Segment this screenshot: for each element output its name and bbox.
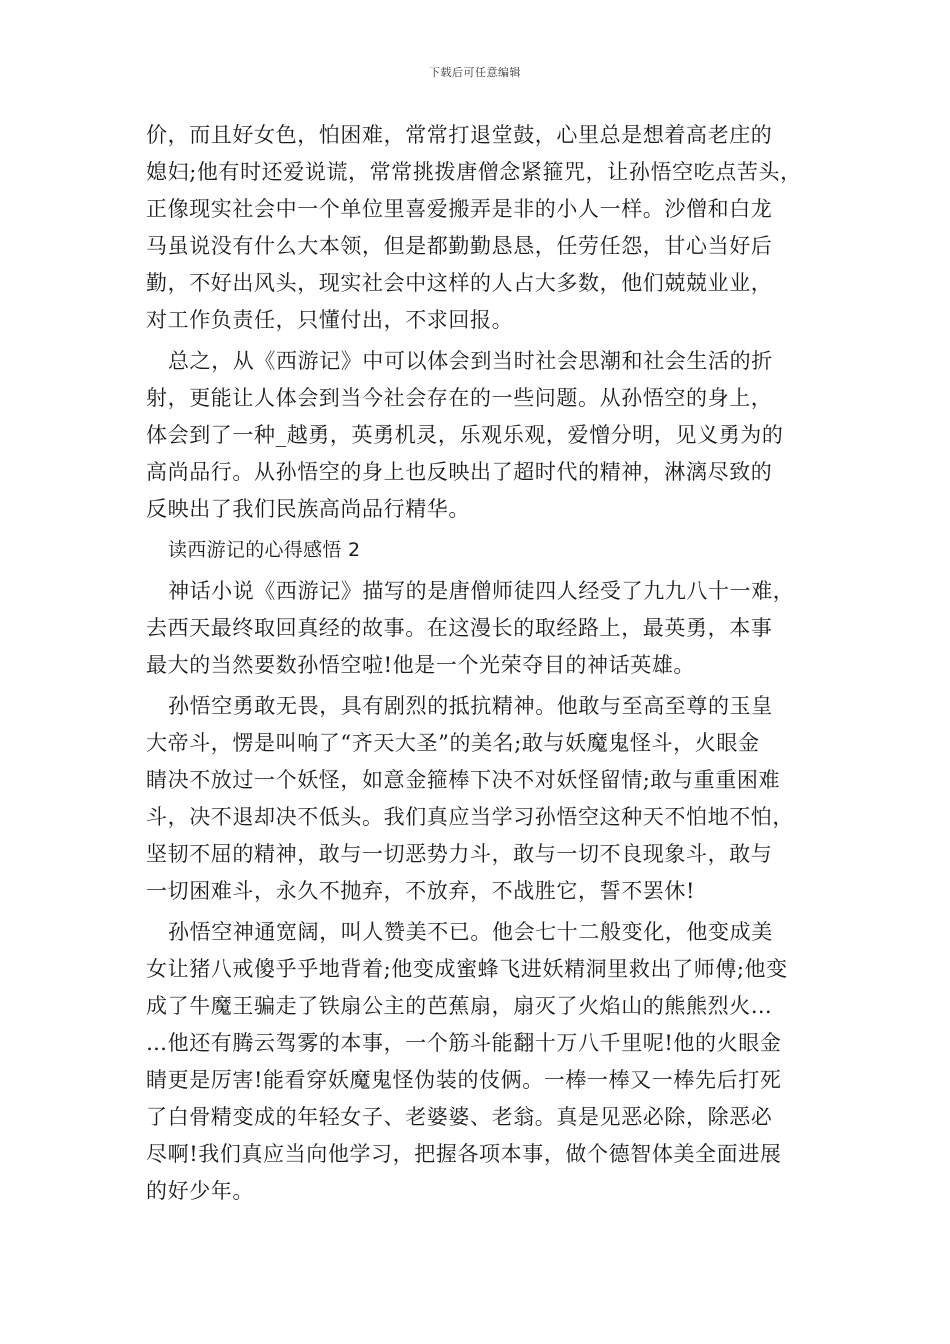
section-heading [146,532,818,569]
text-line: 成了牛魔王骗走了铁扇公主的芭蕉扇，扇灭了火焰山的熊熊烈火… [146,994,773,1018]
text-line: 正像现实社会中一个单位里喜爱搬弄是非的小人一样。沙僧和白龙 [146,197,773,221]
text-line: 对工作负责任，只懂付出，不求回报。 [146,308,514,332]
text-line: 高尚品行。从孙悟空的身上也反映出了超时代的精神，淋漓尽致的 [146,460,773,484]
text-line: 女让猪八戒傻乎乎地背着;他变成蜜蜂飞进妖精洞里救出了师傅;他变 [146,957,788,981]
text-line: 孙悟空神通宽阔，叫人赞美不已。他会七十二般变化，他变成美 [168,920,773,944]
text-line: 反映出了我们民族高尚品行精华。 [146,497,470,521]
paragraph [146,688,818,910]
text-line: 射，更能让人体会到当今社会存在的一些问题。从孙悟空的身上， [146,386,773,410]
text-line: 了白骨精变成的年轻女子、老婆婆、老翁。真是见恶必除，除恶必 [146,1105,773,1129]
text-line: 坚韧不屈的精神，敢与一切恶势力斗，敢与一切不良现象斗，敢与 [146,842,773,866]
text-line: 一切困难斗，永久不抛弃，不放弃，不战胜它，誓不罢休! [146,879,696,903]
text-line: 孙悟空勇敢无畏，具有剧烈的抵抗精神。他敢与至高至尊的玉皇 [168,694,773,718]
text-line: 最大的当然要数孙悟空啦!他是一个光荣夺目的神话英雄。 [146,653,696,677]
page-header: 下载后可任意编辑 [429,66,521,79]
text-line: 神话小说《西游记》描写的是唐僧师徒四人经受了九九八十一难， [168,579,795,603]
paragraph [146,573,818,684]
text-line: 总之，从《西游记》中可以体会到当时社会思潮和社会生活的折 [168,349,773,373]
text-line: 睛更是厉害!能看穿妖魔鬼怪伪装的伎俩。一棒一棒又一棒先后打死 [146,1068,782,1092]
text-line: 媳妇;他有时还爱说谎，常常挑拨唐僧念紧箍咒，让孙悟空吃点苦头， [146,160,802,184]
text-line: …他还有腾云驾雾的本事，一个筋斗能翻十万八千里呢!他的火眼金 [146,1031,782,1055]
text-line: 的好少年。 [146,1179,254,1203]
document-body [146,117,818,1210]
paragraph [146,117,818,339]
text-line: 马虽说没有什么大本领，但是都勤勤恳恳，任劳任怨，甘心当好后 [146,234,773,258]
text-line: 体会到了一种_越勇，英勇机灵，乐观乐观，爱憎分明，见义勇为的 [146,423,784,447]
text-line: 尽啊!我们真应当向他学习，把握各项本事，做个德智体美全面进展 [146,1142,782,1166]
text-line: 勤，不好出风头，现实社会中这样的人占大多数，他们兢兢业业， [146,271,773,295]
heading-text: 读西游记的心得感悟 2 [168,539,361,561]
text-line: 斗，决不退却决不低头。我们真应当学习孙悟空这种天不怕地不怕， [146,805,794,829]
text-line: 去西天最终取回真经的故事。在这漫长的取经路上，最英勇，本事 [146,616,773,640]
paragraph [146,914,818,1210]
paragraph [146,343,818,528]
text-line: 大帝斗，愣是叫响了“齐天大圣”的美名;敢与妖魔鬼怪斗，火眼金 [146,731,760,755]
text-line: 睛决不放过一个妖怪，如意金箍棒下决不对妖怪留情;敢与重重困难 [146,768,781,792]
text-line: 价，而且好女色，怕困难，常常打退堂鼓，心里总是想着高老庄的 [146,123,773,147]
